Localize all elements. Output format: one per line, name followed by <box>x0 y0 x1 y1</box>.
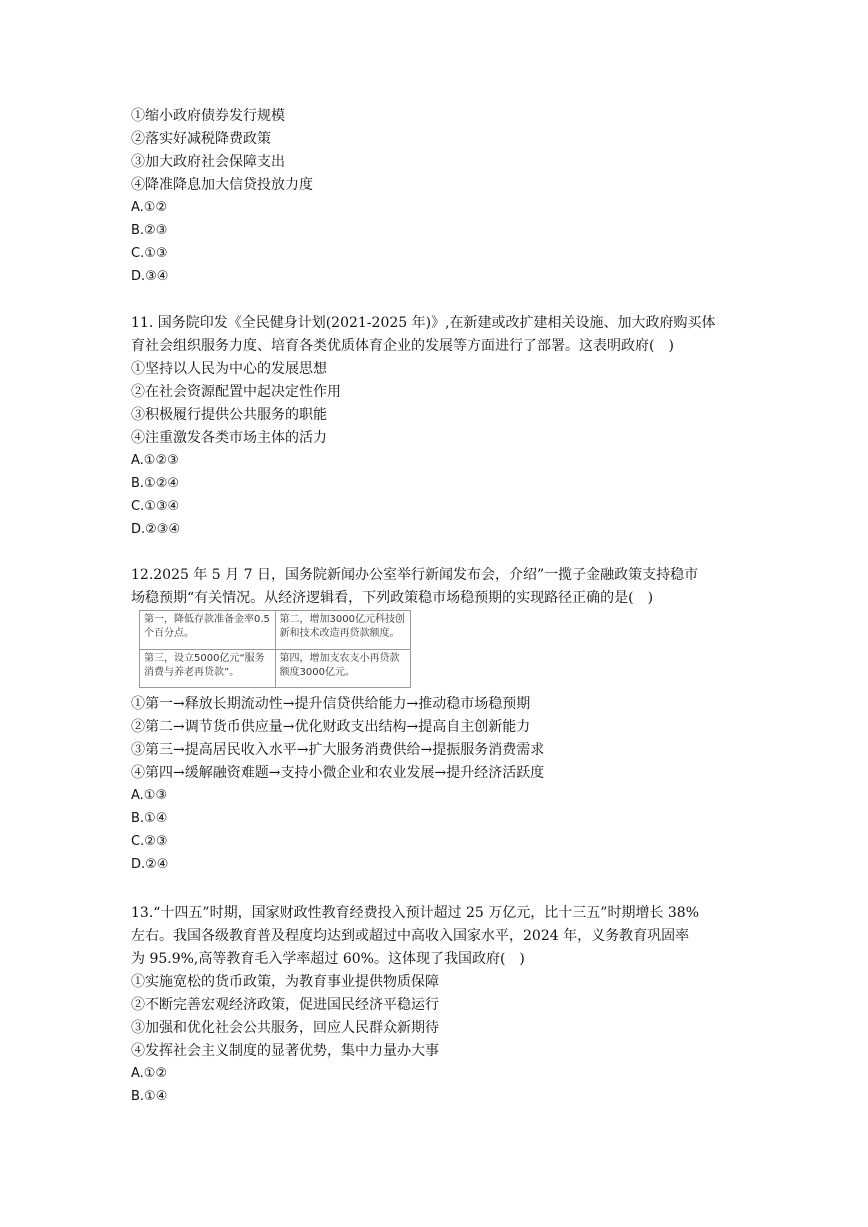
table-row <box>140 649 411 688</box>
q13-option-b: B.①④ <box>131 1089 168 1104</box>
q12-option-c: C.②③ <box>131 834 168 849</box>
policy-table <box>139 610 411 688</box>
q10-option-a: A.①② <box>131 200 168 215</box>
q13-stem-line-3: 为 95.9%,高等教育毛入学率超过 60%。这体现了我国政府( ) <box>131 951 525 967</box>
q10-option-b: B.②③ <box>131 223 168 238</box>
policy-cell-4: 第四，增加支农支小再贷款额度3000亿元。 <box>275 649 411 688</box>
table-row <box>140 611 411 650</box>
q13-option-a: A.①② <box>131 1066 168 1081</box>
q12-stem-line-2: 场稳预期“有关情况。从经济逻辑看，下列政策稳市场稳预期的实现路径正确的是( ) <box>131 590 654 606</box>
policy-cell-2: 第二，增加3000亿元科技创新和技术改造再贷款额度。 <box>275 611 411 650</box>
q12-option-d: D.②④ <box>131 857 169 872</box>
q13-choice-4: ④发挥社会主义制度的显著优势，集中力量办大事 <box>131 1043 439 1059</box>
q10-option-c: C.①③ <box>131 246 168 261</box>
q10-choice-3: ③加大政府社会保障支出 <box>131 154 285 170</box>
q12-stem-line-1: 12.2025 年 5 月 7 日，国务院新闻办公室举行新闻发布会，介绍”一揽子金融政策支持稳市 <box>131 567 699 583</box>
q12-option-b: B.①④ <box>131 811 168 826</box>
q13-stem-line-2: 左右。我国各级教育普及程度均达到或超过中高收入国家水平，2024 年，义务教育巩固率 <box>131 928 690 944</box>
q13-choice-2: ②不断完善宏观经济政策，促进国民经济平稳运行 <box>131 997 439 1013</box>
q11-stem-line-2: 育社会组织服务力度、培育各类优质体育企业的发展等方面进行了部署。这表明政府( ) <box>131 338 674 354</box>
q12-choice-4: ④第四→缓解融资难题→支持小微企业和农业发展→提升经济活跃度 <box>131 765 545 781</box>
q13-stem-line-1: 13.“十四五”时期，国家财政性教育经费投入预计超过 25 万亿元，比十三五”时期增长 38% <box>131 905 700 921</box>
policy-cell-3: 第三，设立5000亿元“服务消费与养老再贷款”。 <box>140 649 276 688</box>
q13-choice-3: ③加强和优化社会公共服务，回应人民群众新期待 <box>131 1020 439 1036</box>
q13-choice-1: ①实施宽松的货币政策，为教育事业提供物质保障 <box>131 974 439 990</box>
q11-choice-4: ④注重激发各类市场主体的活力 <box>131 430 327 446</box>
q11-stem-line-1: 11. 国务院印发《全民健身计划(2021-2025 年)》,在新建或改扩建相关设施、加大政府购买体 <box>131 315 716 331</box>
q10-choice-2: ②落实好减税降费政策 <box>131 131 271 147</box>
q11-choice-1: ①坚持以人民为中心的发展思想 <box>131 361 327 377</box>
q12-option-a: A.①③ <box>131 788 168 803</box>
q10-choice-4: ④降准降息加大信贷投放力度 <box>131 177 313 193</box>
q11-choice-3: ③积极履行提供公共服务的职能 <box>131 407 327 423</box>
policy-cell-1: 第一，降低存款准备金率0.5个百分点。 <box>140 611 276 650</box>
q11-option-a: A.①②③ <box>131 453 179 468</box>
q10-option-d: D.③④ <box>131 269 169 284</box>
q11-option-d: D.②③④ <box>131 522 181 537</box>
q10-choice-1: ①缩小政府债券发行规模 <box>131 108 285 124</box>
q12-choice-2: ②第二→调节货币供应量→优化财政支出结构→提高自主创新能力 <box>131 719 531 735</box>
q11-option-b: B.①②④ <box>131 476 180 491</box>
q12-choice-3: ③第三→提高居民收入水平→扩大服务消费供给→提振服务消费需求 <box>131 742 545 758</box>
q11-option-c: C.①③④ <box>131 499 180 514</box>
q11-choice-2: ②在社会资源配置中起决定性作用 <box>131 384 341 400</box>
q12-choice-1: ①第一→释放长期流动性→提升信贷供给能力→推动稳市场稳预期 <box>131 696 531 712</box>
